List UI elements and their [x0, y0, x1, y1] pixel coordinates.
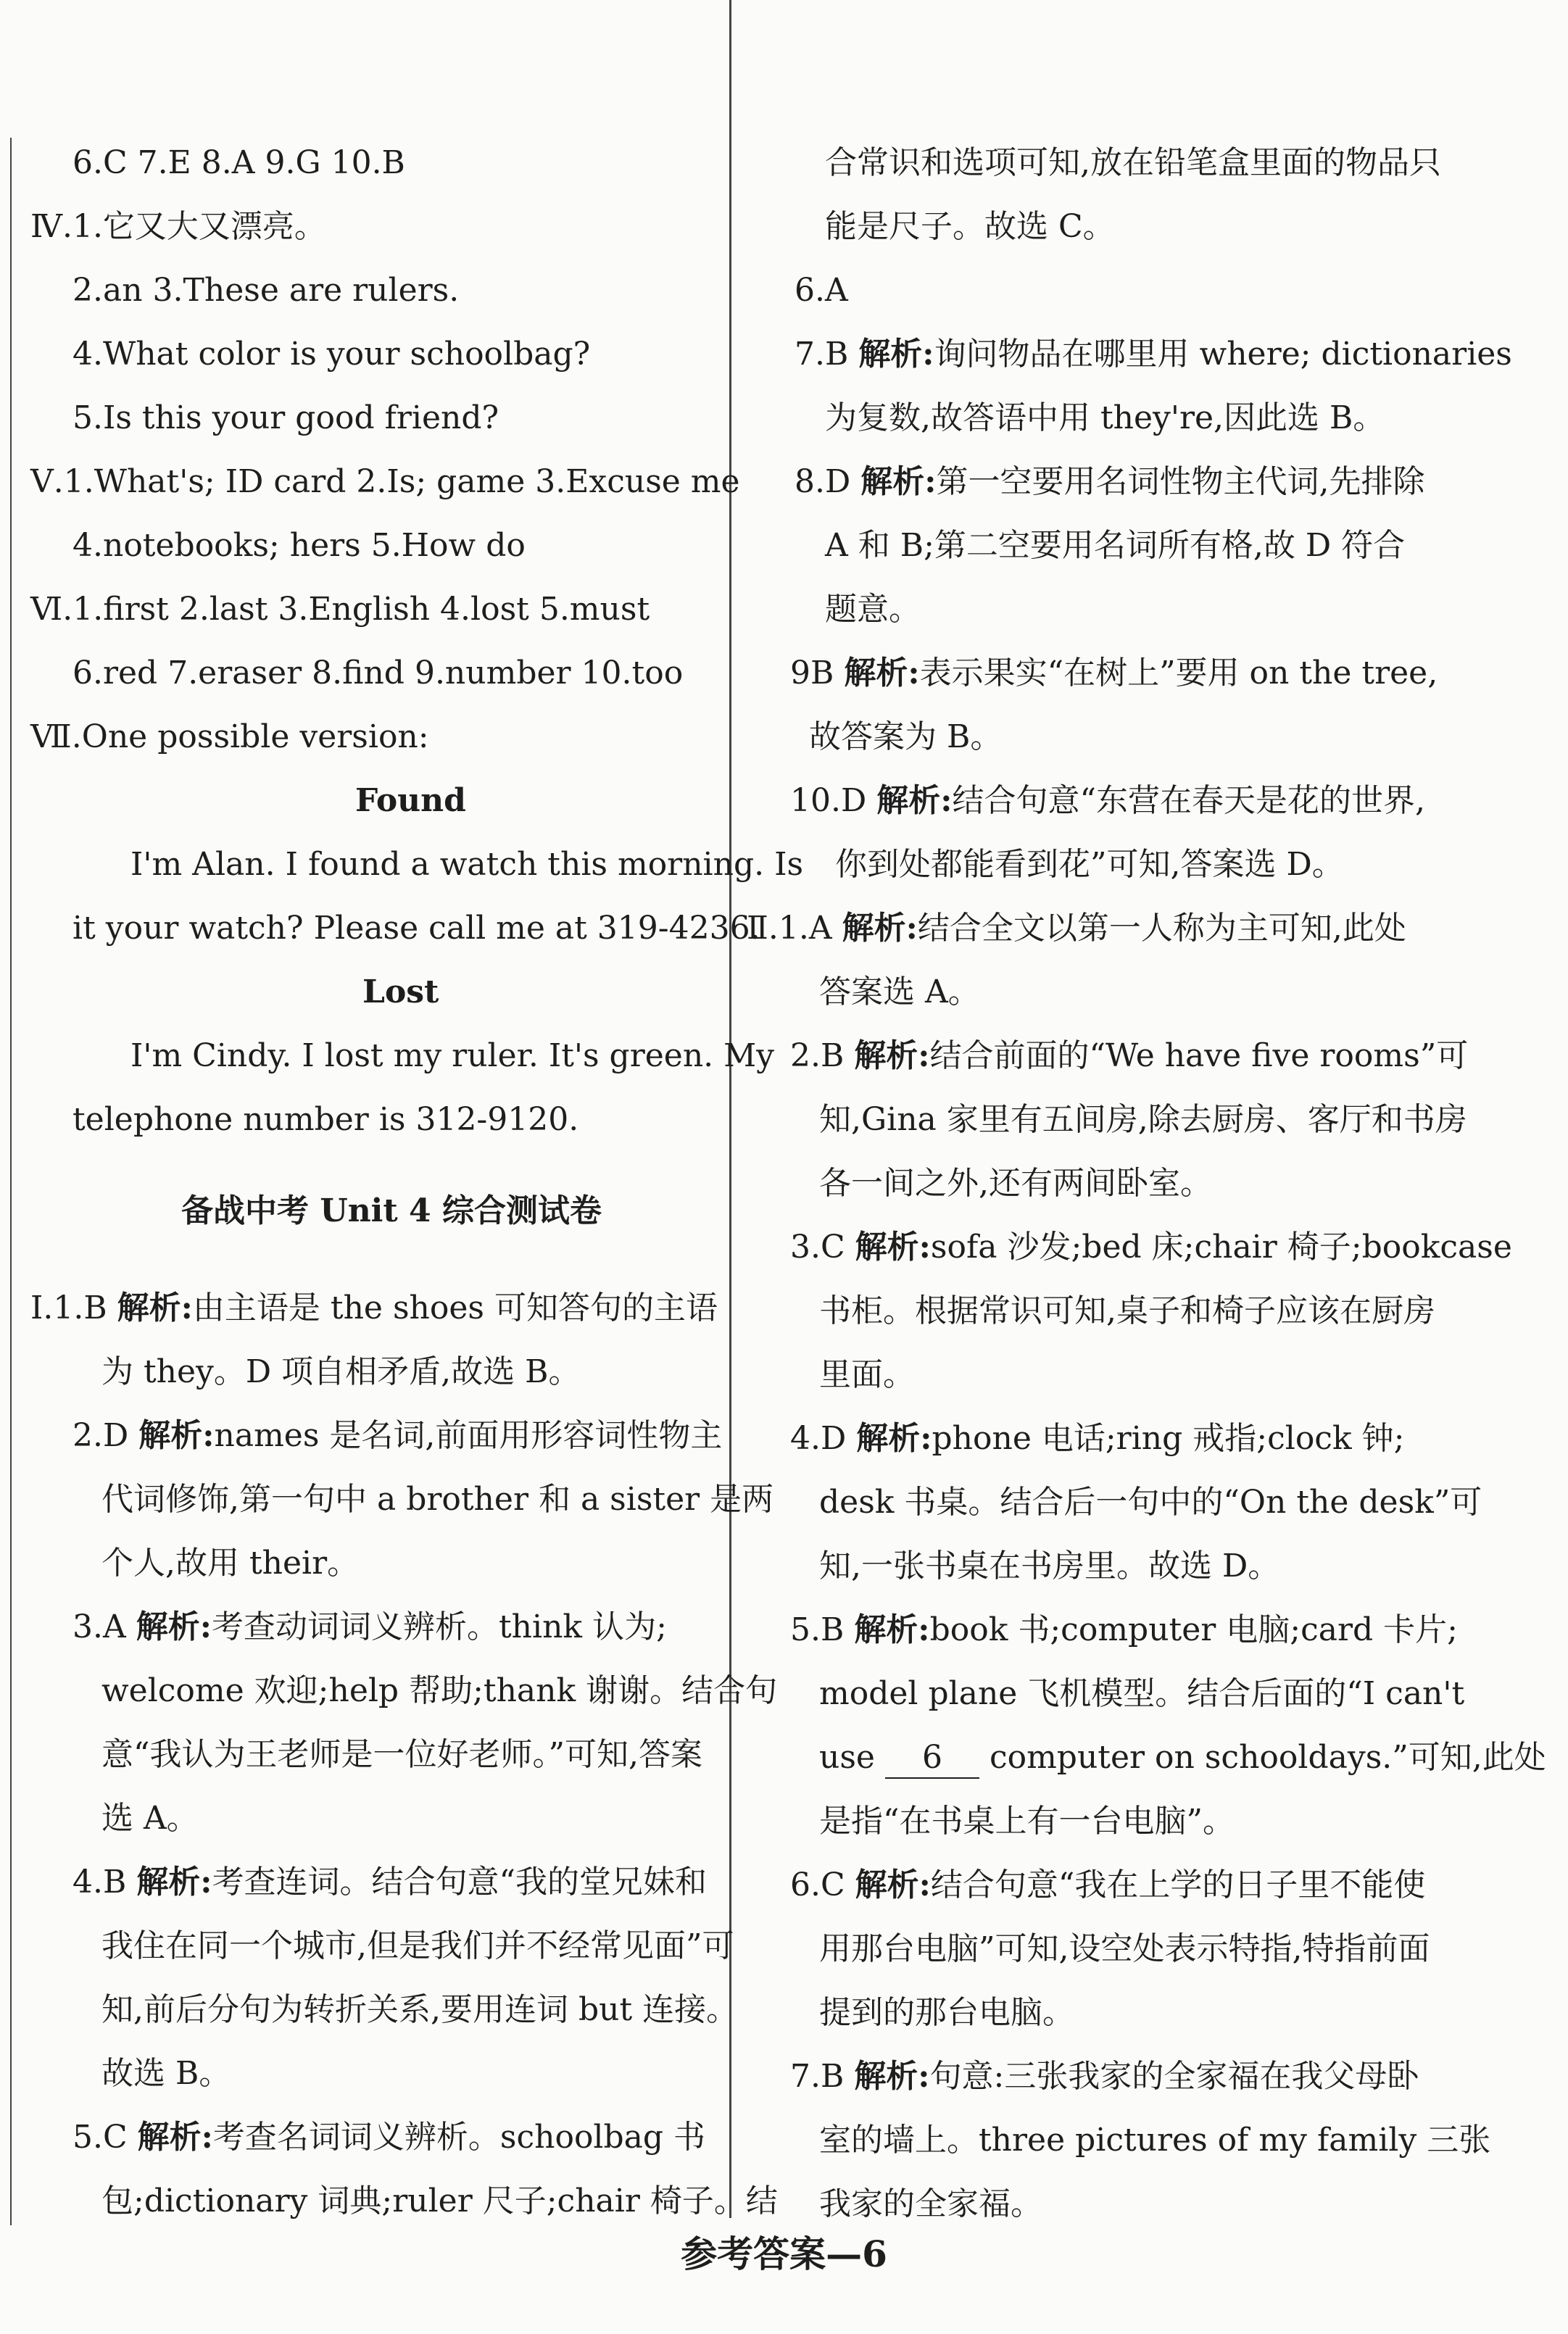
text-line: 4.B 解析:考查连词。结合句意“我的堂兄妹和	[72, 1864, 708, 1901]
text-line: 你到处都能看到花”可知,答案选 D。	[835, 846, 1344, 883]
text-line: Ⅳ.1.它又大又漂亮。	[30, 208, 326, 245]
text-line: 备战中考 Unit 4 综合测试卷	[181, 1192, 602, 1229]
analysis-keyword: 解析:	[138, 1417, 215, 1454]
text-line: I'm Cindy. I lost my ruler. It's green. My	[130, 1037, 775, 1074]
text-line: 里面。	[819, 1356, 915, 1393]
text-line: 包;dictionary 词典;ruler 尺子;chair 椅子。结	[101, 2183, 778, 2219]
text-line: 意“我认为王老师是一位好老师。”可知,答案	[101, 1736, 702, 1773]
analysis-keyword: 解析:	[844, 655, 920, 692]
text-line: 4.notebooks; hers 5.How do	[72, 527, 526, 564]
text-line: 5.C 解析:考查名词词义辨析。schoolbag 书	[72, 2119, 706, 2156]
text-line: Ⅵ.1.first 2.last 3.English 4.lost 5.must	[30, 591, 650, 628]
text-line: 5.B 解析:book 书;computer 电脑;card 卡片;	[790, 1611, 1458, 1648]
text-line: Ⅰ.1.B 解析:由主语是 the shoes 可知答句的主语	[30, 1289, 718, 1326]
text-line: 知,Gina 家里有五间房,除去厨房、客厅和书房	[819, 1101, 1467, 1138]
fill-blank: 6	[885, 1738, 979, 1779]
text-line: 代词修饰,第一句中 a brother 和 a sister 是两	[101, 1481, 774, 1518]
text-line: 7.B 解析:句意:三张我家的全家福在我父母卧	[790, 2058, 1419, 2095]
text-line: 6.C 解析:结合句意“我在上学的日子里不能使	[790, 1866, 1426, 1903]
text-line: 室的墙上。three pictures of my family 三张	[819, 2122, 1491, 2159]
text-line: 7.B 解析:询问物品在哪里用 where; dictionaries	[795, 336, 1512, 373]
text-line: 知,一张书桌在书房里。故选 D。	[819, 1548, 1280, 1585]
text-line: 故答案为 B。	[809, 718, 1003, 755]
analysis-keyword: 解析:	[854, 1611, 930, 1648]
text-line: 2.D 解析:names 是名词,前面用形容词性物主	[72, 1417, 723, 1454]
analysis-keyword: 解析:	[137, 2119, 213, 2156]
text-line: 10.D 解析:结合句意“东营在春天是花的世界,	[790, 782, 1425, 819]
text-line: 能是尺子。故选 C。	[825, 208, 1115, 245]
text-line: 4.D 解析:phone 电话;ring 戒指;clock 钟;	[790, 1420, 1405, 1457]
text-line: 各一间之外,还有两间卧室。	[819, 1165, 1212, 1202]
text-line: 知,前后分句为转折关系,要用连词 but 连接。	[101, 1991, 739, 2028]
text-line: I'm Alan. I found a watch this morning. Is	[130, 846, 804, 883]
text-line: 3.A 解析:考查动词词义辨析。think 认为;	[72, 1608, 667, 1645]
text-line: 选 A。	[101, 1800, 199, 1837]
text-line: 是指“在书桌上有一台电脑”。	[819, 1803, 1235, 1840]
text-line: telephone number is 312-9120.	[72, 1101, 579, 1138]
left-column	[0, 0, 804, 2219]
text-line: 我住在同一个城市,但是我们并不经常见面”可	[101, 1927, 734, 1964]
analysis-keyword: 解析:	[854, 2058, 930, 2095]
text-line: Ⅴ.1.What's; ID card 2.Is; game 3.Excuse me	[30, 463, 740, 500]
text-line: 2.B 解析:结合前面的“We have five rooms”可	[790, 1037, 1469, 1074]
text-line: 故选 B。	[101, 2055, 231, 2092]
text-line: 6.red 7.eraser 8.find 9.number 10.too	[72, 655, 684, 692]
analysis-keyword: 解析:	[117, 1289, 193, 1326]
text-line: 书柜。根据常识可知,桌子和椅子应该在厨房	[819, 1292, 1435, 1329]
text-line: A 和 B;第二空要用名词所有格,故 D 符合	[825, 527, 1406, 564]
text-line: 9B 解析:表示果实“在树上”要用 on the tree,	[790, 655, 1438, 692]
text-line: 6.C 7.E 8.A 9.G 10.B	[72, 144, 405, 181]
text-line: 为 they。D 项自相矛盾,故选 B。	[101, 1353, 581, 1390]
text-line: desk 书桌。结合后一句中的“On the desk”可	[819, 1484, 1482, 1521]
text-line: Ⅶ.One possible version:	[30, 718, 429, 755]
analysis-keyword: 解析:	[854, 1037, 930, 1074]
text-line: Lost	[362, 973, 439, 1010]
text-line: use 6 computer on schooldays.”可知,此处	[819, 1738, 1546, 1777]
text-line: Found	[355, 782, 466, 819]
text-line: 8.D 解析:第一空要用名词性物主代词,先排除	[795, 463, 1425, 500]
analysis-keyword: 解析:	[136, 1608, 212, 1645]
text-line: 我家的全家福。	[819, 2185, 1042, 2222]
text-line: model plane 飞机模型。结合后面的“I can't	[819, 1675, 1465, 1712]
page-footer: 参考答案—6	[681, 2233, 887, 2275]
text-line: 提到的那台电脑。	[819, 1994, 1074, 2031]
text-line: 6.A	[795, 272, 848, 309]
text-line: 5.Is this your good friend?	[72, 399, 499, 436]
text-line: 个人,故用 their。	[101, 1545, 360, 1582]
text-line: 为复数,故答语中用 they're,因此选 B。	[825, 399, 1385, 436]
text-line: welcome 欢迎;help 帮助;thank 谢谢。结合句	[101, 1672, 778, 1709]
text-line: 2.an 3.These are rulers.	[72, 272, 460, 309]
text-line: 4.What color is your schoolbag?	[72, 336, 591, 373]
text-line: Ⅱ.1.A 解析:结合全文以第一人称为主可知,此处	[747, 910, 1406, 947]
analysis-keyword: 解析:	[858, 336, 934, 373]
analysis-keyword: 解析:	[855, 1866, 931, 1903]
left-margin-rule	[10, 138, 12, 2225]
text-line: it your watch? Please call me at 319-4236.	[72, 910, 760, 947]
analysis-keyword: 解析:	[842, 910, 918, 947]
text-line: 答案选 A。	[819, 973, 980, 1010]
analysis-keyword: 解析:	[860, 463, 937, 500]
text-line: 3.C 解析:sofa 沙发;bed 床;chair 椅子;bookcase	[790, 1229, 1512, 1266]
analysis-keyword: 解析:	[855, 1229, 931, 1266]
analysis-keyword: 解析:	[136, 1864, 212, 1901]
analysis-keyword: 解析:	[876, 782, 953, 819]
text-line: 合常识和选项可知,放在铅笔盒里面的物品只	[825, 144, 1441, 181]
text-line: 用那台电脑”可知,设空处表示特指,特指前面	[819, 1930, 1430, 1967]
text-line: 题意。	[825, 591, 921, 628]
analysis-keyword: 解析:	[856, 1420, 932, 1457]
